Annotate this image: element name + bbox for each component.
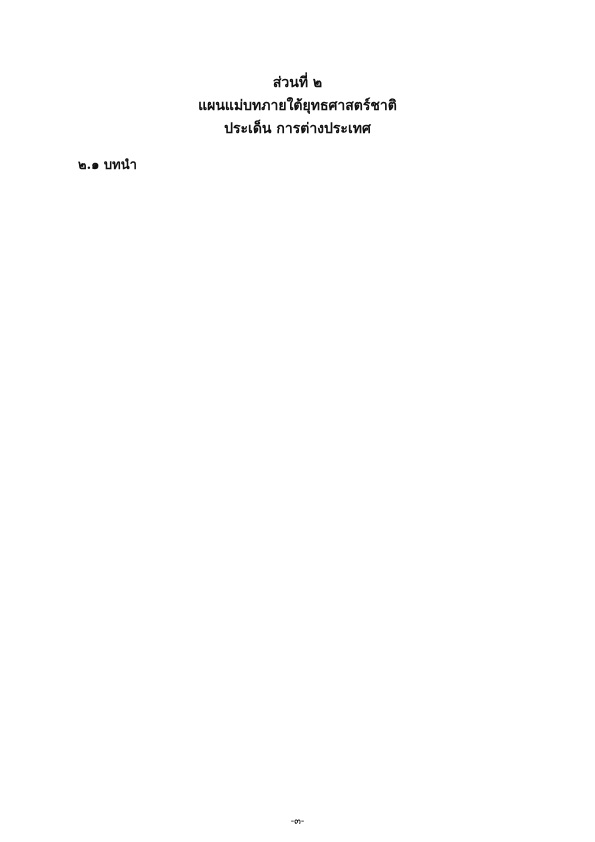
section-heading: ๒.๑ บทนำ bbox=[78, 158, 137, 173]
body-text bbox=[78, 182, 518, 186]
page-number: -๓- bbox=[290, 816, 305, 827]
part-heading: ส่วนที่ ๒ bbox=[272, 75, 323, 91]
page-title: แผนแม่บทภายใต้ยุทธศาสตร์ชาติ bbox=[198, 98, 397, 114]
issue-heading: ประเด็น การต่างประเทศ bbox=[224, 121, 371, 137]
page-header bbox=[0, 72, 595, 141]
